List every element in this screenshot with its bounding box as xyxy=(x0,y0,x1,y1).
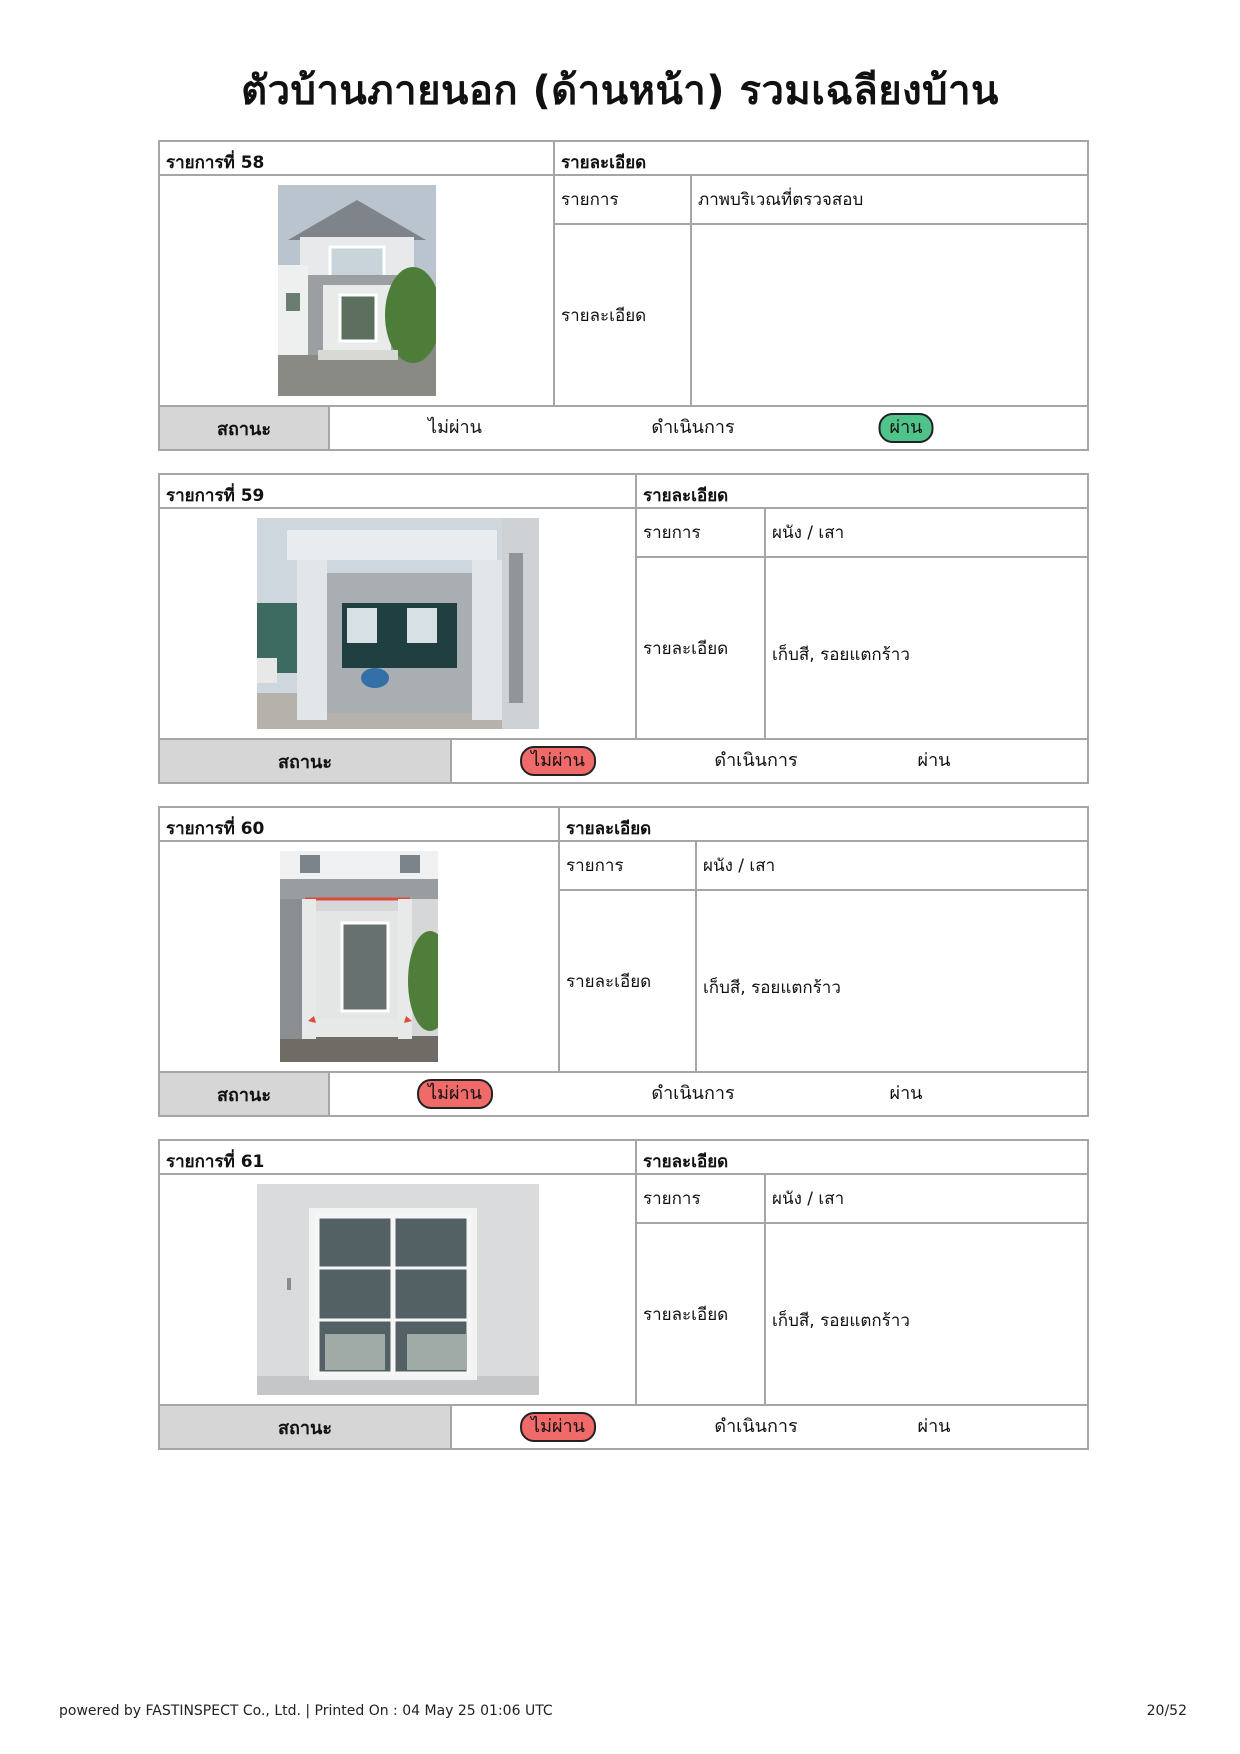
item-value: ผนัง / เสา xyxy=(772,1189,845,1209)
item-number-header: รายการที่ 58 xyxy=(160,142,555,174)
item-value: ผนัง / เสา xyxy=(703,856,776,876)
detail-label: รายละเอียด xyxy=(637,558,766,738)
item-number-header: รายการที่ 61 xyxy=(160,1141,637,1173)
item-label: รายการ xyxy=(560,842,697,889)
detail-label: รายละเอียด xyxy=(555,225,692,405)
photo-cell xyxy=(160,1175,637,1404)
item-value: ผนัง / เสา xyxy=(772,523,845,543)
status-label: สถานะ xyxy=(160,407,330,449)
detail-label: รายละเอียด xyxy=(637,1224,766,1404)
status-options xyxy=(452,1406,1087,1448)
item-number-header: รายการที่ 60 xyxy=(160,808,560,840)
detail-label: รายละเอียด xyxy=(560,891,697,1071)
status-in-progress-option[interactable]: ดำเนินการ xyxy=(714,1416,798,1437)
photo-cell xyxy=(160,509,637,738)
detail-header: รายละเอียด xyxy=(643,1152,729,1172)
house-front-two-story-icon[interactable] xyxy=(278,185,436,396)
status-options xyxy=(452,740,1087,782)
photo-cell xyxy=(160,176,555,405)
detail-value: เก็บสี, รอยแตกร้าว xyxy=(772,1310,910,1331)
sliding-door-icon[interactable] xyxy=(257,1184,539,1395)
item-label: รายการ xyxy=(637,1175,766,1222)
status-label: สถานะ xyxy=(160,1073,330,1115)
carport-porch-icon[interactable] xyxy=(257,518,539,729)
inspection-item-59 xyxy=(158,473,1089,784)
item-label: รายการ xyxy=(637,509,766,556)
status-label: สถานะ xyxy=(160,1406,452,1448)
status-label: สถานะ xyxy=(160,740,452,782)
item-label: รายการ xyxy=(555,176,692,223)
status-in-progress-option[interactable]: ดำเนินการ xyxy=(651,1083,735,1104)
status-pass-option[interactable]: ผ่าน xyxy=(917,1416,951,1437)
detail-header: รายละเอียด xyxy=(566,819,652,839)
status-options xyxy=(330,1073,1087,1115)
status-pass-option[interactable]: ผ่าน xyxy=(917,750,951,771)
status-in-progress-option[interactable]: ดำเนินการ xyxy=(714,750,798,771)
detail-value: เก็บสี, รอยแตกร้าว xyxy=(772,644,910,665)
detail-value: เก็บสี, รอยแตกร้าว xyxy=(703,977,841,998)
status-fail-option[interactable]: ไม่ผ่าน xyxy=(428,417,482,438)
page-number: 20/52 xyxy=(1146,1703,1187,1719)
photo-cell xyxy=(160,842,560,1071)
page-title: ตัวบ้านภายนอก (ด้านหน้า) รวมเฉลียงบ้าน xyxy=(241,68,999,114)
footer-credit: powered by FASTINSPECT Co., Ltd. | Printed On : 04 May 25 01:06 UTC xyxy=(59,1703,553,1719)
detail-header: รายละเอียด xyxy=(643,486,729,506)
item-value: ภาพบริเวณที่ตรวจสอบ xyxy=(698,190,864,210)
status-pass-option[interactable]: ผ่าน xyxy=(889,1083,923,1104)
item-number-header: รายการที่ 59 xyxy=(160,475,637,507)
inspection-item-61 xyxy=(158,1139,1089,1450)
status-fail-option-selected[interactable]: ไม่ผ่าน xyxy=(417,1079,493,1109)
status-fail-option-selected[interactable]: ไม่ผ่าน xyxy=(520,1412,596,1442)
detail-header: รายละเอียด xyxy=(561,153,647,173)
inspection-item-60 xyxy=(158,806,1089,1117)
status-fail-option-selected[interactable]: ไม่ผ่าน xyxy=(520,746,596,776)
porch-entrance-icon[interactable] xyxy=(280,851,438,1062)
status-in-progress-option[interactable]: ดำเนินการ xyxy=(651,417,735,438)
status-options xyxy=(330,407,1087,449)
inspection-item-58 xyxy=(158,140,1089,451)
detail-value xyxy=(692,225,1087,405)
status-pass-option-selected[interactable]: ผ่าน xyxy=(879,413,934,443)
